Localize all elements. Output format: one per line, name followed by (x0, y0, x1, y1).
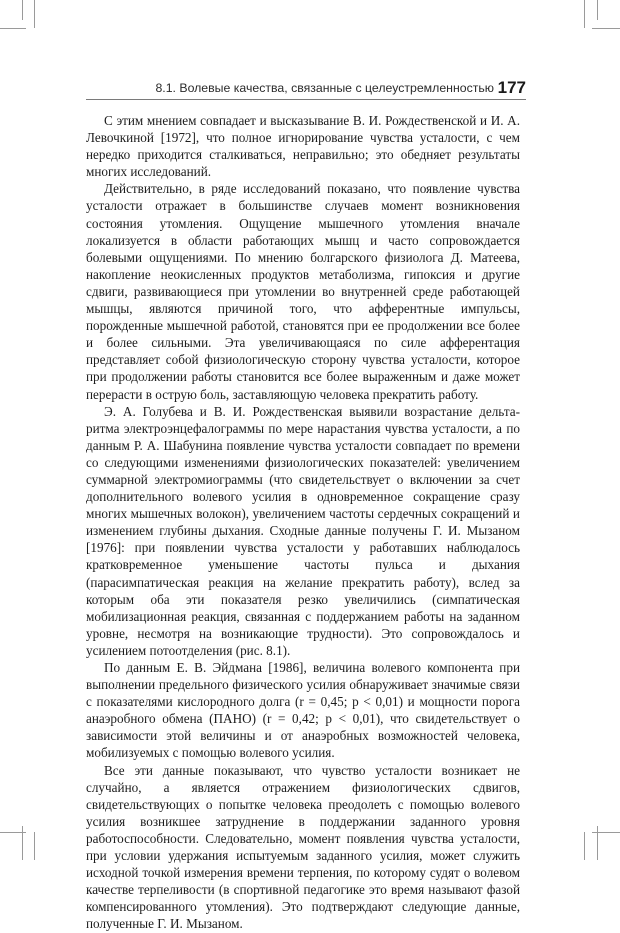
paragraph: По данным Е. В. Эйдмана [1986], величина волевого компонента при выполнении предельного физического усилия обнаруживает значимые связи с показателями кислородного долга (r = 0,45; p < 0,01) и мощности порога анаэробного обмена (ПАНО) (r = 0,42; p < 0,01), что свидетельствует о зависимости этой величины и от анаэробных возможностей человека, мобилизуемых с помощью волевого усилия. (86, 660, 520, 761)
crop-mark (592, 28, 620, 29)
crop-mark (34, 832, 35, 860)
crop-mark (0, 28, 26, 29)
paragraph: С этим мнением совпадает и высказывание В. И. Рождественской и И. А. Левочкиной [1972], что полное игнорирование чувства усталости, с чем нередко приходится сталкиваться, неправильно; это обедняет результаты многих исследований. (86, 113, 520, 180)
paragraph: Все эти данные показывают, что чувство усталости возникает не случайно, а является отражением физиологических сдвигов, свидетельствующих о попытке человека преодолеть с помощью волевого усилия возникшее затруднение в поддержании заданного уровня работоспособности. Следовательно, момент появления чувства усталости, при условии удержания испытуемым заданного усилия, может служить исходной точкой измерения времени терпения, по которому судят о волевом качестве терпеливости (в спортивной педагогике это время называют фазой компенсированного утомления). Это подтверждают следующие данные, полученные Г. И. Мызаном. (86, 762, 520, 932)
crop-mark (597, 0, 598, 20)
crop-mark (22, 0, 23, 20)
header-divider (86, 99, 526, 100)
body-text (86, 112, 520, 933)
crop-mark (584, 832, 585, 860)
running-header (86, 78, 526, 98)
crop-mark (34, 0, 35, 28)
paragraph: Э. А. Голубева и В. И. Рождественская выявили возрастание дельта-ритма электроэнцефалограммы по мере нарастания чувства усталости, а по данным Р. А. Шабунина появление чувства усталости совпадает по времени со следующими изменениями физиологических показателей: увеличением суммарной электромиограммы (что свидетельствует о включении за счет дополнительного волевого усилия в одновременное сокращение сразу многих мышечных волокон), увеличением частоты сердечных сокращений и изменением глубины дыхания. Сходные данные получены Г. И. Мызаном [1976]: при появлении чувства усталости у работавших наблюдалось кратковременное уменьшение частоты пульса и дыхания (парасимпатическая реакция на желание прекратить работу), вслед за которым оба эти показателя резко увеличились (симпатическая мобилизационная реакция, связанная с поддержанием работы на заданном уровне, несмотря на возникающие трудности). Это сопровождалось и усилением потоотделения (рис. 8.1). (86, 403, 520, 658)
crop-mark (592, 832, 620, 833)
crop-mark (584, 0, 585, 28)
running-header-title: 8.1. Волевые качества, связанные с целеустремленностью (155, 81, 494, 95)
crop-mark (0, 832, 26, 833)
page-number: 177 (497, 78, 526, 97)
paragraph: Действительно, в ряде исследований показано, что появление чувства усталости отражает в большинстве случаев момент возникновения состояния утомления. Ощущение мышечного утомления вначале локализуется в области работающих мышц и часто сопровождается болевыми ощущениями. По мнению болгарского физиолога Д. Матеева, накопление неокисленных продуктов метаболизма, гипоксия и другие сдвиги, развивающиеся при утомлении во внутренней среде работающей мышцы, являются причиной того, что афферентные импульсы, порожденные мышечной работой, становятся при ее продолжении все более и более сильными. Эта увеличивающаяся по силе афферентация представляет собой физиологическую сторону чувства усталости, которое при продолжении работы становится все более выраженным и даже может перерасти в острую боль, заставляющую человека прекратить работу. (86, 181, 520, 402)
